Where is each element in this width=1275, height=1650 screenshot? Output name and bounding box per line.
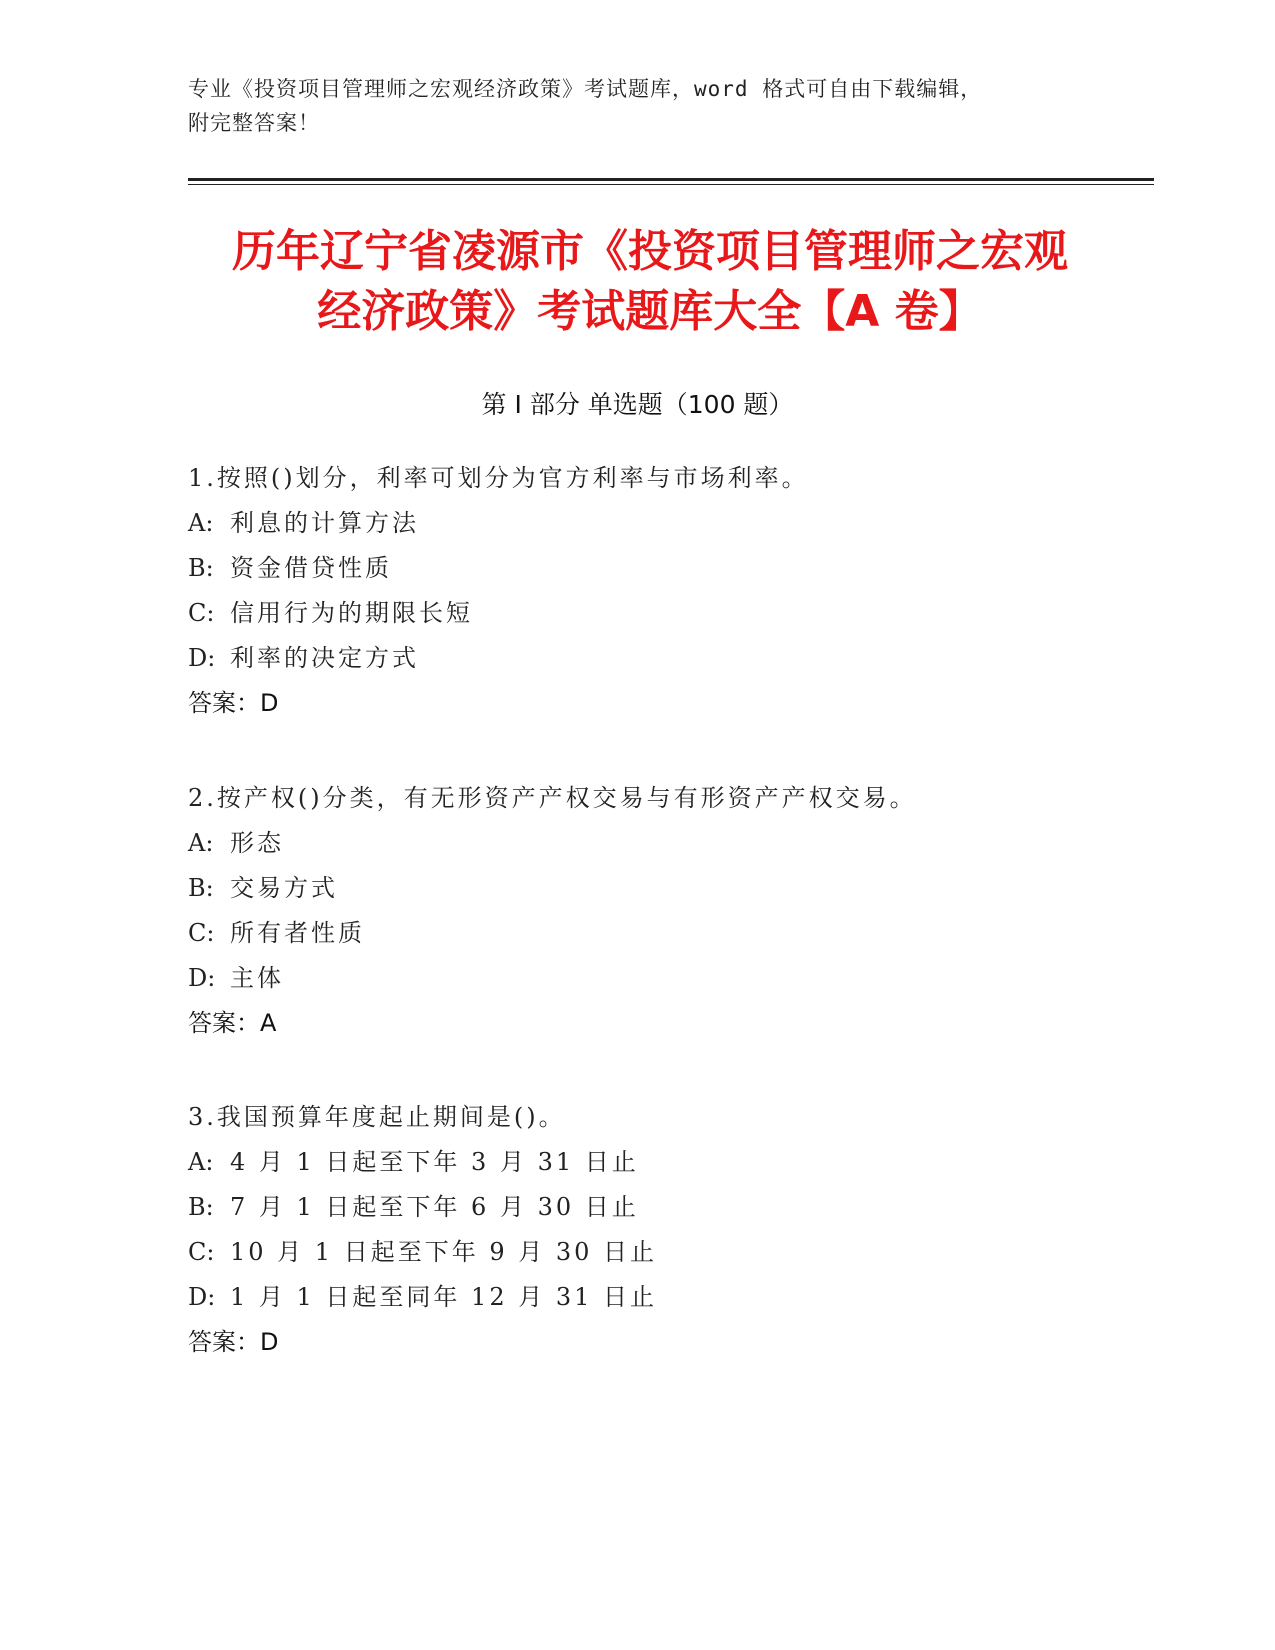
option-a: [188, 821, 1148, 866]
option-letter: B:: [188, 874, 214, 902]
option-letter: C:: [188, 599, 215, 627]
option-text: 交易方式: [230, 874, 338, 902]
document-title: [150, 222, 1150, 342]
header-note: [188, 72, 1088, 140]
document-title-line-2: 经济政策》考试题库大全【A 卷】: [317, 286, 983, 337]
option-d: [188, 636, 1148, 681]
option-a: [188, 501, 1148, 546]
answer: 答案：A: [188, 1009, 277, 1037]
option-b: [188, 1185, 1148, 1230]
option-text: 7 月 1 日起至下年 6 月 30 日止: [230, 1193, 639, 1221]
option-letter: B:: [188, 554, 214, 582]
option-letter: C:: [188, 1238, 215, 1266]
option-b: [188, 546, 1148, 591]
option-d: [188, 956, 1148, 1001]
header-rule-thin: [188, 184, 1154, 185]
option-text: 主体: [230, 964, 284, 992]
option-text: 利息的计算方法: [230, 509, 419, 537]
document-title-line-1: 历年辽宁省凌源市《投资项目管理师之宏观: [232, 226, 1068, 277]
question-stem: 3.我国预算年度起止期间是()。: [188, 1103, 566, 1131]
option-d: [188, 1275, 1148, 1320]
option-letter: D:: [188, 644, 216, 672]
option-a: [188, 1140, 1148, 1185]
option-letter: A:: [188, 1148, 214, 1176]
answer: 答案：D: [188, 689, 279, 717]
option-text: 所有者性质: [230, 919, 365, 947]
option-letter: A:: [188, 829, 214, 857]
option-text: 利率的决定方式: [230, 644, 419, 672]
option-c: [188, 911, 1148, 956]
header-note-line-2: 附完整答案！: [188, 111, 320, 135]
question-1: [188, 456, 1148, 726]
option-letter: D:: [188, 964, 216, 992]
option-text: 4 月 1 日起至下年 3 月 31 日止: [230, 1148, 639, 1176]
question-2: [188, 776, 1148, 1046]
option-text: 10 月 1 日起至下年 9 月 30 日止: [230, 1238, 658, 1266]
option-b: [188, 866, 1148, 911]
option-letter: C:: [188, 919, 215, 947]
question-stem: 2.按产权()分类，有无形资产产权交易与有形资产产权交易。: [188, 784, 917, 812]
option-text: 形态: [230, 829, 284, 857]
section-heading: 第 I 部分 单选题（100 题）: [481, 390, 794, 419]
header-rule-thick: [188, 178, 1154, 181]
answer: 答案：D: [188, 1328, 279, 1356]
option-letter: D:: [188, 1283, 216, 1311]
option-c: [188, 591, 1148, 636]
option-text: 信用行为的期限长短: [230, 599, 473, 627]
option-letter: B:: [188, 1193, 214, 1221]
option-text: 资金借贷性质: [230, 554, 392, 582]
question-3: [188, 1095, 1148, 1365]
option-letter: A:: [188, 509, 214, 537]
header-note-line-1: 专业《投资项目管理师之宏观经济政策》考试题库，word 格式可自由下载编辑，: [188, 77, 983, 101]
option-c: [188, 1230, 1148, 1275]
question-stem: 1.按照()划分，利率可划分为官方利率与市场利率。: [188, 464, 809, 492]
option-text: 1 月 1 日起至同年 12 月 31 日止: [230, 1283, 658, 1311]
